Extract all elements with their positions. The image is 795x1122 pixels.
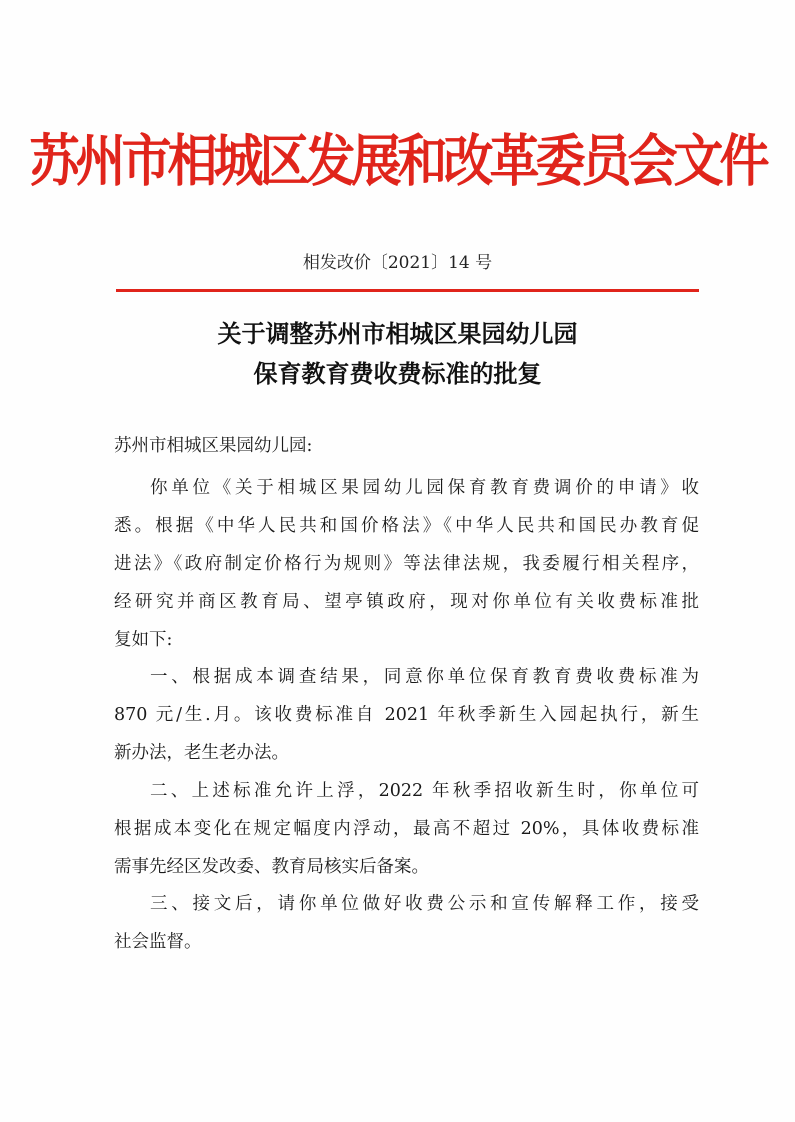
paragraph-line: 二、上述标准允许上浮，2022 年秋季招收新生时，你单位可 bbox=[150, 781, 699, 801]
paragraph-request-acknowledgement bbox=[114, 469, 699, 659]
paragraph-line: 一、根据成本调查结果，同意你单位保育教育费收费标准为 bbox=[150, 667, 699, 687]
paragraph-item-two bbox=[114, 772, 699, 886]
paragraph-line: 870 元/生.月。该收费标准自 2021 年秋季新生入园起执行，新生 bbox=[114, 705, 699, 725]
paragraph-line: 新办法，老生老办法。 bbox=[114, 743, 289, 763]
approval-title-line-2: 保育教育费收费标准的批复 bbox=[253, 359, 542, 388]
issuing-authority-header: 苏州市相城区发展和改革委员会文件 bbox=[29, 128, 766, 195]
paragraph-line: 进法》《政府制定价格行为规则》等法律法规，我委履行相关程序， bbox=[114, 554, 699, 574]
document-number: 相发改价〔2021〕14 号 bbox=[302, 253, 493, 273]
paragraph-item-three bbox=[114, 885, 699, 961]
paragraph-item-one bbox=[114, 658, 699, 772]
paragraph-line: 需事先经区发改委、教育局核实后备案。 bbox=[114, 857, 429, 877]
paragraph-line: 复如下: bbox=[114, 630, 173, 650]
red-divider-line bbox=[116, 289, 699, 292]
paragraph-line: 根据成本变化在规定幅度内浮动，最高不超过 20%，具体收费标准 bbox=[114, 819, 699, 839]
approval-title-line-1: 关于调整苏州市相城区果园幼儿园 bbox=[217, 319, 578, 348]
paragraph-line: 悉。根据《中华人民共和国价格法》《中华人民共和国民办教育促 bbox=[114, 516, 699, 536]
paragraph-line: 社会监督。 bbox=[114, 932, 202, 952]
paragraph-line: 经研究并商区教育局、望亭镇政府，现对你单位有关收费标准批 bbox=[114, 592, 699, 612]
salutation: 苏州市相城区果园幼儿园: bbox=[114, 436, 313, 456]
paragraph-line: 你单位《关于相城区果园幼儿园保育教育费调价的申请》收 bbox=[150, 478, 699, 498]
paragraph-line: 三、接文后，请你单位做好收费公示和宣传解释工作，接受 bbox=[150, 894, 699, 914]
